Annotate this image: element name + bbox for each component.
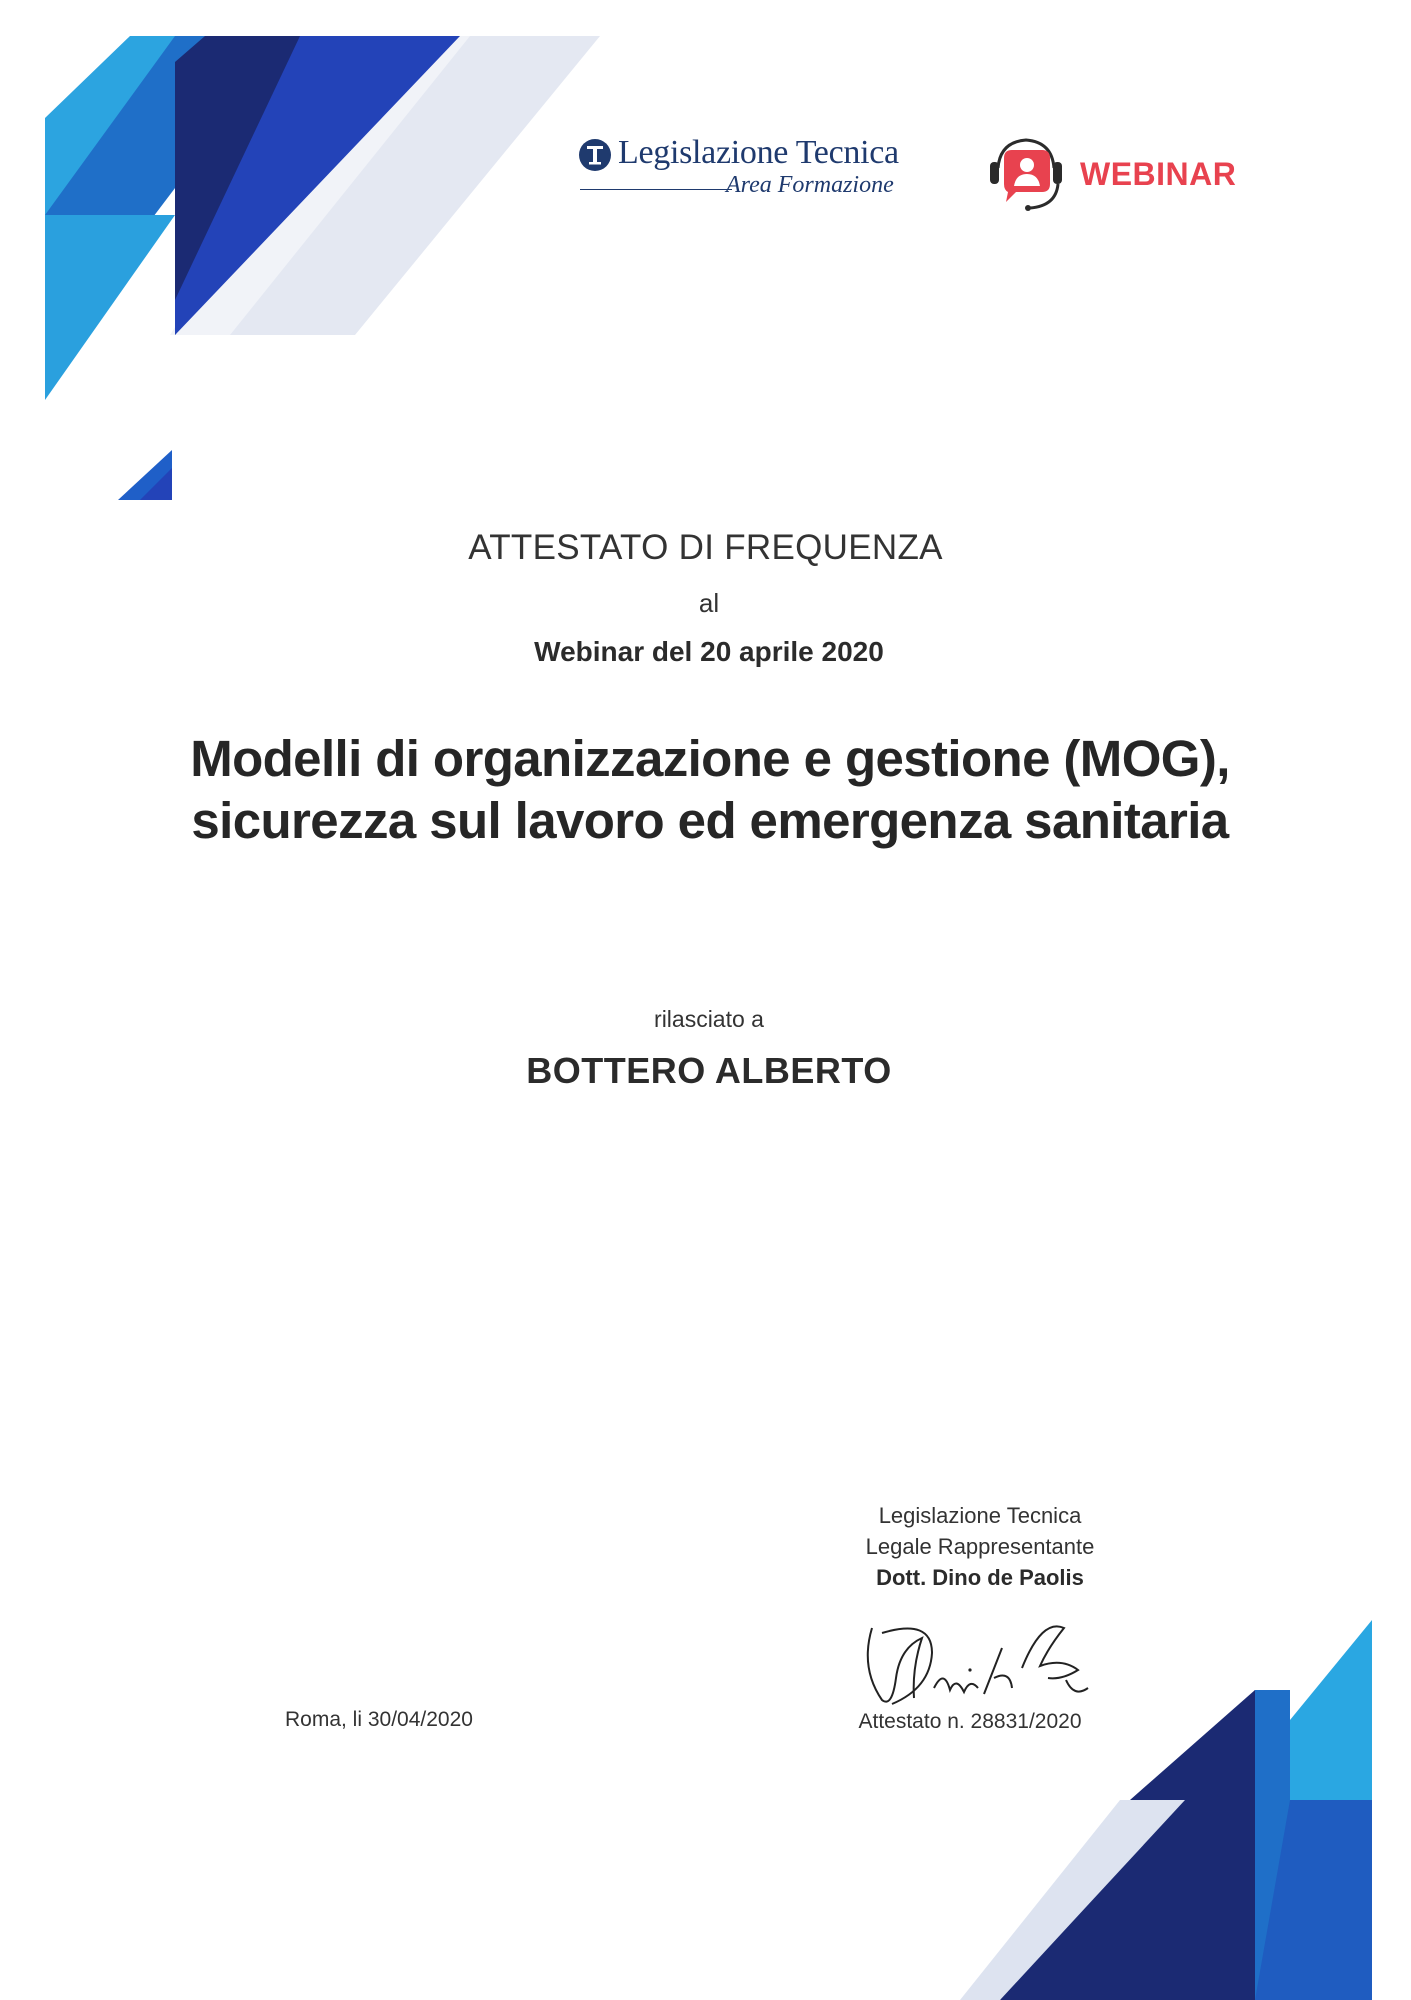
brand-subtitle: Area Formazione <box>726 172 894 198</box>
webinar-logo <box>980 128 1260 228</box>
legislazione-tecnica-logo <box>578 132 914 212</box>
course-title-line-2: sicurezza sul lavoro ed emergenza sanitaria <box>191 792 1229 849</box>
signatory-name: Dott. Dino de Paolis <box>876 1565 1084 1590</box>
course-title <box>140 728 1280 852</box>
signatory-block <box>800 1500 1160 1593</box>
certificate-number: Attestato n. 28831/2020 <box>858 1710 1082 1733</box>
headset-speech-icon <box>980 128 1072 228</box>
brand-name: Legislazione Tecnica <box>618 134 899 171</box>
signatory-organization: Legislazione Tecnica <box>878 1503 1082 1528</box>
webinar-label: WEBINAR <box>1080 156 1237 192</box>
brand-divider <box>580 189 732 190</box>
lt-emblem-icon <box>578 138 612 172</box>
recipient-name: BOTTERO ALBERTO <box>526 1050 892 1091</box>
handwritten-signature <box>852 1608 1102 1718</box>
top-left-decoration <box>45 36 600 500</box>
issued-to-label: rilasciato a <box>654 1006 764 1032</box>
event-date: Webinar del 20 aprile 2020 <box>534 636 884 667</box>
course-title-line-1: Modelli di organizzazione e gestione (MOG), <box>190 730 1230 787</box>
place-and-date: Roma, li 30/04/2020 <box>285 1708 473 1731</box>
certificate-title: ATTESTATO DI FREQUENZA <box>468 528 943 567</box>
certificate-preposition: al <box>698 588 720 618</box>
signatory-role: Legale Rappresentante <box>865 1534 1095 1559</box>
